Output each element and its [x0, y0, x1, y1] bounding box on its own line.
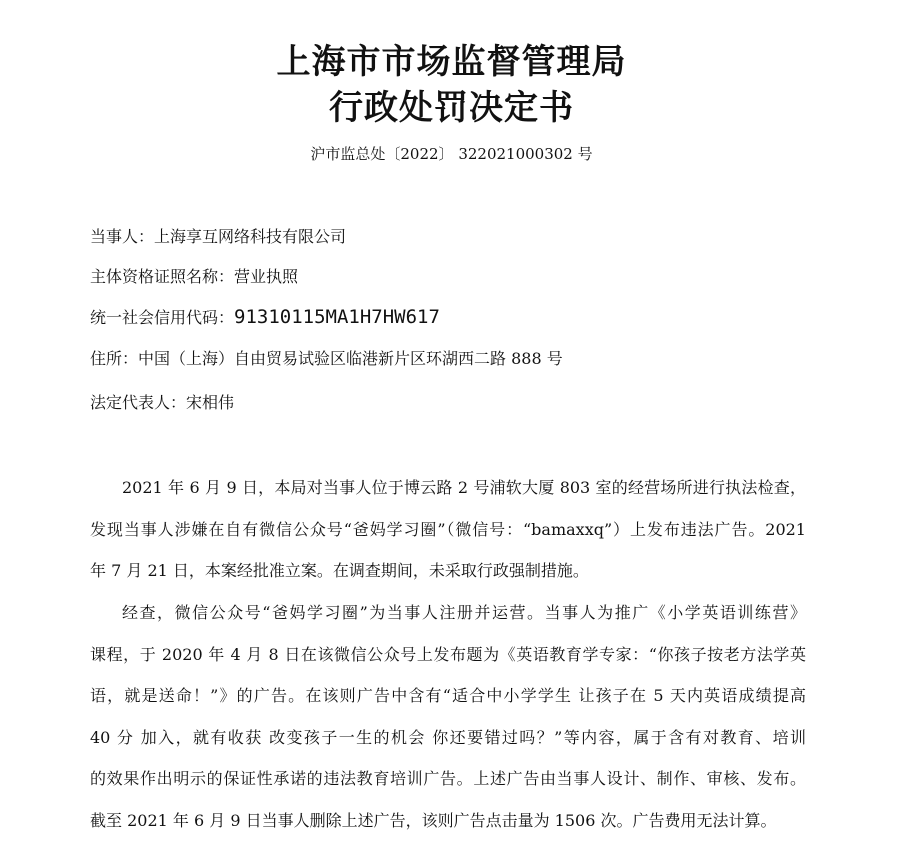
- paragraph-line: 语，就是送命！”》的广告。在该则广告中含有“适合中小学学生 让孩子在 5 天内英语成绩提高: [90, 686, 806, 705]
- party-name-label: 当事人：: [90, 227, 155, 246]
- credit-code-value: 91310115MA1H7HW617: [234, 306, 440, 328]
- license-label: 主体资格证照名称：: [90, 267, 235, 286]
- legal-representative-value: 宋相伟: [186, 393, 235, 412]
- party-name-value: 上海享互网络科技有限公司: [154, 227, 347, 246]
- document-number: 沪市监总处〔2022〕 322021000302 号: [310, 145, 593, 163]
- credit-code-field: [90, 305, 440, 330]
- address-value: 中国（上海）自由贸易试验区临港新片区环湖西二路 888 号: [138, 349, 563, 368]
- paragraph-line: 发现当事人涉嫌在自有微信公众号“爸妈学习圈”（微信号：“bamaxxq”）上发布违法广告。2021: [90, 519, 806, 539]
- paragraph-line: 课程，于 2020 年 4 月 8 日在该微信公众号上发布题为《英语教育学专家：“你孩子按老方法学英: [90, 644, 806, 664]
- paragraph-line: 经查，微信公众号“爸妈学习圈”为当事人注册并运营。当事人为推广《小学英语训练营》: [122, 603, 806, 622]
- address-field: [90, 347, 563, 371]
- paragraph-line: 截至 2021 年 6 月 9 日当事人删除上述广告，该则广告点击量为 1506 次。广告费用无法计算。: [90, 810, 777, 830]
- paragraph-findings: [90, 592, 806, 841]
- document-title-type: 行政处罚决定书: [329, 88, 574, 128]
- paragraph-inspection: [90, 467, 806, 592]
- legal-representative-field: [90, 391, 234, 415]
- license-value: 营业执照: [234, 267, 299, 286]
- license-field: [90, 265, 298, 289]
- paragraph-line: 40 分 加入，就有收获 改变孩子一生的机会 你还要错过吗？”等内容，属于含有对教育、培训: [90, 727, 806, 747]
- paragraph-line: 年 7 月 21 日，本案经批准立案。在调查期间，未采取行政强制措施。: [90, 561, 589, 580]
- paragraph-line: 的效果作出明示的保证性承诺的违法教育培训广告。上述广告由当事人设计、制作、审核、发布。: [90, 769, 806, 788]
- credit-code-label: 统一社会信用代码：: [90, 308, 235, 327]
- paragraph-line: 2021 年 6 月 9 日，本局对当事人位于博云路 2 号浦软大厦 803 室的经营场所进行执法检查，: [122, 478, 806, 497]
- address-label: 住所：: [90, 349, 139, 368]
- legal-representative-label: 法定代表人：: [90, 393, 187, 412]
- document-title-agency: 上海市市场监督管理局: [276, 42, 627, 82]
- party-name-field: [90, 225, 346, 249]
